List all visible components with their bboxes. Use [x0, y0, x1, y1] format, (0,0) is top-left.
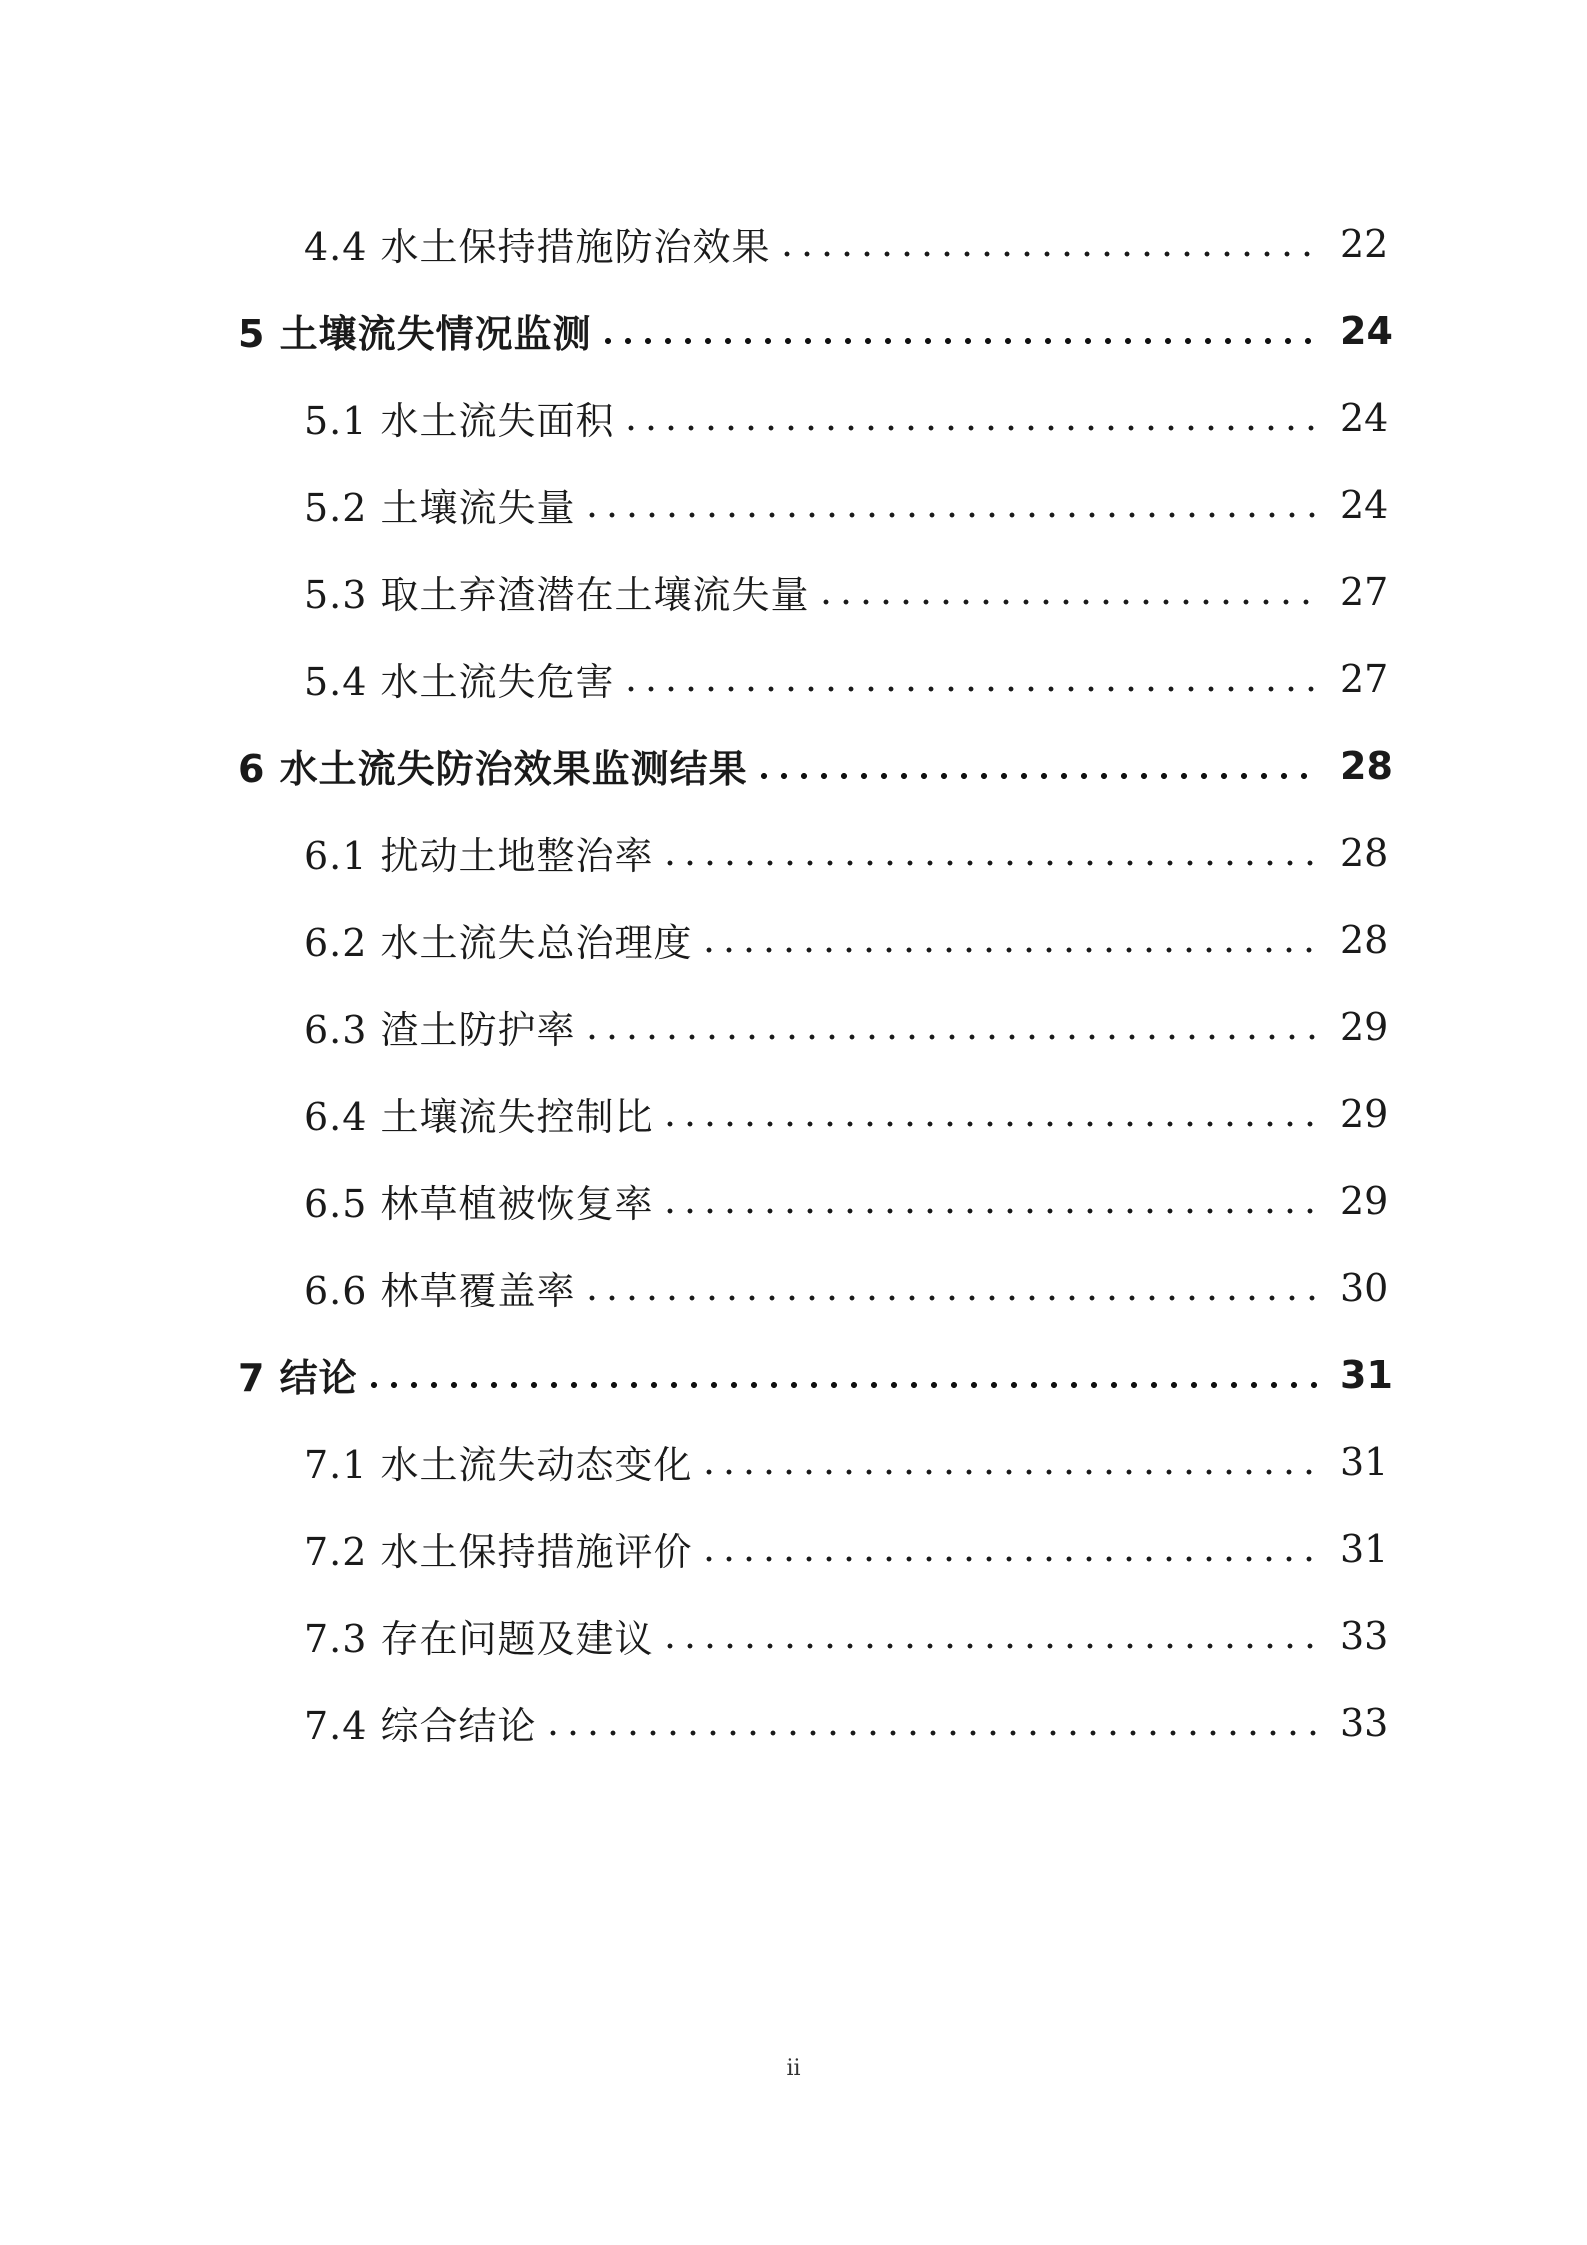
- toc-entry[interactable]: [238, 983, 1388, 1070]
- toc-entry[interactable]: [238, 635, 1388, 722]
- toc-entry[interactable]: [238, 1679, 1388, 1766]
- toc-entry[interactable]: [238, 548, 1388, 635]
- toc-entry[interactable]: [238, 1592, 1388, 1679]
- toc-dot-leader: [816, 573, 1320, 611]
- toc-entry[interactable]: [238, 1418, 1388, 1505]
- toc-entry-page-number: 31: [1340, 1439, 1389, 1484]
- toc-entry-title: 4.4 水土保持措施防治效果: [304, 225, 771, 269]
- toc-entry-page-number: 31: [1340, 1526, 1389, 1571]
- toc-entry-title: 6.3 渣土防护率: [304, 1008, 576, 1052]
- toc-entry-title: 5.3 取土弃渣潜在土壤流失量: [304, 573, 810, 617]
- toc-dot-leader: [364, 1356, 1320, 1394]
- toc-entry[interactable]: [238, 461, 1388, 548]
- toc-entry-title: 5.1 水土流失面积: [304, 399, 615, 443]
- toc-entry-title: 6.2 水土流失总治理度: [304, 921, 693, 965]
- toc-entry[interactable]: [238, 374, 1388, 461]
- toc-entry-page-number: 29: [1340, 1004, 1389, 1049]
- toc-entry-title: 6 水土流失防治效果监测结果: [238, 747, 748, 791]
- toc-dot-leader: [582, 486, 1320, 524]
- toc-entry-title: 7.3 存在问题及建议: [304, 1617, 654, 1661]
- toc-entry-page-number: 27: [1340, 656, 1389, 701]
- toc-entry[interactable]: [238, 287, 1393, 374]
- page-number: ii: [786, 2056, 801, 2081]
- toc-dot-leader: [660, 1617, 1320, 1655]
- toc-entry-page-number: 31: [1340, 1352, 1393, 1397]
- toc-dot-leader: [660, 1182, 1320, 1220]
- toc-dot-leader: [543, 1704, 1320, 1742]
- toc-dot-leader: [582, 1008, 1320, 1046]
- toc-entry-page-number: 33: [1340, 1700, 1389, 1745]
- toc-entry-title: 7 结论: [238, 1356, 358, 1400]
- toc-entry-page-number: 24: [1340, 482, 1389, 527]
- toc-dot-leader: [699, 1443, 1320, 1481]
- toc-entry-page-number: 24: [1340, 395, 1389, 440]
- toc-entry-title: 6.5 林草植被恢复率: [304, 1182, 654, 1226]
- toc-entry-page-number: 22: [1340, 221, 1389, 266]
- toc-entry-title: 5.4 水土流失危害: [304, 660, 615, 704]
- toc-entry-title: 5.2 土壤流失量: [304, 486, 576, 530]
- toc-entry-page-number: 29: [1340, 1091, 1389, 1136]
- toc-dot-leader: [582, 1269, 1320, 1307]
- toc-entry[interactable]: [238, 1331, 1393, 1418]
- toc-entry[interactable]: [238, 896, 1388, 983]
- toc-dot-leader: [777, 225, 1320, 263]
- toc-entry-page-number: 29: [1340, 1178, 1389, 1223]
- toc-dot-leader: [660, 1095, 1320, 1133]
- toc-entry-title: 6.4 土壤流失控制比: [304, 1095, 654, 1139]
- toc-entry[interactable]: [238, 1157, 1388, 1244]
- toc-entry[interactable]: [238, 809, 1388, 896]
- toc-dot-leader: [621, 399, 1320, 437]
- toc-entry-page-number: 30: [1340, 1265, 1389, 1310]
- toc-entry[interactable]: [238, 200, 1388, 287]
- toc-dot-leader: [699, 921, 1320, 959]
- toc-dot-leader: [699, 1530, 1320, 1568]
- toc-entry-page-number: 28: [1340, 743, 1393, 788]
- toc-entry-page-number: 33: [1340, 1613, 1389, 1658]
- toc-entry[interactable]: [238, 1505, 1388, 1592]
- toc-entry-title: 6.6 林草覆盖率: [304, 1269, 576, 1313]
- toc-dot-leader: [754, 747, 1320, 785]
- table-of-contents: [238, 200, 1393, 1766]
- toc-entry[interactable]: [238, 1244, 1388, 1331]
- toc-entry-page-number: 28: [1340, 830, 1389, 875]
- toc-entry[interactable]: [238, 722, 1393, 809]
- toc-entry[interactable]: [238, 1070, 1388, 1157]
- toc-entry-title: 7.2 水土保持措施评价: [304, 1530, 693, 1574]
- toc-dot-leader: [621, 660, 1320, 698]
- toc-entry-page-number: 24: [1340, 308, 1393, 353]
- toc-entry-page-number: 27: [1340, 569, 1389, 614]
- toc-entry-title: 6.1 扰动土地整治率: [304, 834, 654, 878]
- toc-entry-title: 7.1 水土流失动态变化: [304, 1443, 693, 1487]
- toc-entry-page-number: 28: [1340, 917, 1389, 962]
- toc-dot-leader: [598, 312, 1320, 350]
- toc-dot-leader: [660, 834, 1320, 872]
- toc-entry-title: 5 土壤流失情况监测: [238, 312, 592, 356]
- toc-entry-title: 7.4 综合结论: [304, 1704, 537, 1748]
